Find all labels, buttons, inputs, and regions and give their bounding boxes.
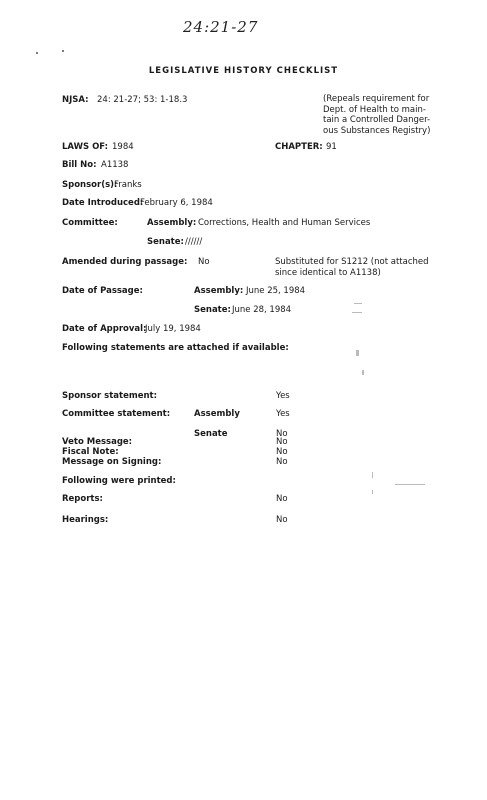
fiscal-note-label: Fiscal Note: bbox=[62, 447, 119, 457]
laws-of-value: 1984 bbox=[112, 142, 134, 152]
page-title: LEGISLATIVE HISTORY CHECKLIST bbox=[148, 66, 339, 76]
laws-of-label: LAWS OF: bbox=[62, 142, 109, 152]
scan-artifact bbox=[352, 312, 362, 313]
passage-label: Date of Passage: bbox=[62, 286, 143, 296]
printed-header: Following were printed: bbox=[62, 476, 176, 486]
amended-label: Amended during passage: bbox=[62, 257, 188, 267]
approval-label: Date of Approval: bbox=[62, 324, 147, 334]
amended-value: No bbox=[198, 257, 210, 267]
scan-artifact bbox=[356, 350, 359, 356]
fiscal-note-value: No bbox=[276, 447, 288, 457]
reports-label: Reports: bbox=[62, 494, 103, 504]
committee-senate-label: Senate: bbox=[147, 237, 184, 247]
veto-message-value: No bbox=[276, 437, 288, 447]
njsa-label: NJSA: bbox=[62, 95, 89, 105]
scan-artifact bbox=[372, 490, 373, 494]
committee-statement-senate-value: No bbox=[276, 429, 288, 439]
date-introduced-value: February 6, 1984 bbox=[140, 198, 213, 208]
chapter-value: 91 bbox=[326, 142, 337, 152]
date-introduced-label: Date Introduced: bbox=[62, 198, 144, 208]
scan-speck bbox=[62, 50, 64, 52]
sponsor-statement-label: Sponsor statement: bbox=[62, 391, 157, 401]
passage-senate-value: June 28, 1984 bbox=[232, 305, 292, 315]
sponsors-label: Sponsor(s): bbox=[62, 180, 118, 190]
bill-no-label: Bill No: bbox=[62, 160, 97, 170]
scan-artifact bbox=[372, 472, 373, 478]
bill-no-value: A1138 bbox=[101, 160, 129, 170]
passage-assembly-label: Assembly: bbox=[194, 286, 244, 296]
scan-artifact bbox=[395, 484, 425, 485]
passage-senate-label: Senate: bbox=[194, 305, 231, 315]
statements-header: Following statements are attached if available: bbox=[62, 343, 289, 353]
passage-assembly-value: June 25, 1984 bbox=[246, 286, 306, 296]
hearings-value: No bbox=[276, 515, 288, 525]
sponsors-value: Franks bbox=[114, 180, 142, 190]
sponsor-statement-value: Yes bbox=[276, 391, 290, 401]
committee-statement-senate-label: Senate bbox=[194, 429, 228, 439]
committee-statement-assembly-label: Assembly bbox=[194, 409, 240, 419]
committee-senate-value: ////// bbox=[185, 237, 203, 247]
scan-artifact bbox=[354, 303, 362, 304]
hearings-label: Hearings: bbox=[62, 515, 109, 525]
committee-assembly-value: Corrections, Health and Human Services bbox=[198, 218, 371, 228]
veto-message-label: Veto Message: bbox=[62, 437, 133, 447]
committee-statement-assembly-value: Yes bbox=[276, 409, 290, 419]
signing-message-value: No bbox=[276, 457, 288, 467]
scan-artifact bbox=[362, 370, 364, 375]
scan-speck bbox=[36, 52, 38, 54]
njsa-value: 24: 21-27; 53: 1-18.3 bbox=[97, 95, 188, 105]
repeal-note: (Repeals requirement for Dept. of Health to main- tain a Controlled Danger- ous Substances Registry) bbox=[323, 94, 431, 136]
chapter-label: CHAPTER: bbox=[275, 142, 323, 152]
committee-label: Committee: bbox=[62, 218, 118, 228]
handwritten-annotation: 24:21-27 bbox=[183, 18, 259, 36]
approval-value: July 19, 1984 bbox=[145, 324, 201, 334]
committee-assembly-label: Assembly: bbox=[147, 218, 197, 228]
reports-value: No bbox=[276, 494, 288, 504]
signing-message-label: Message on Signing: bbox=[62, 457, 162, 467]
committee-statement-label: Committee statement: bbox=[62, 409, 171, 419]
substitution-note: Substituted for S1212 (not attached since identical to A1138) bbox=[275, 257, 429, 278]
